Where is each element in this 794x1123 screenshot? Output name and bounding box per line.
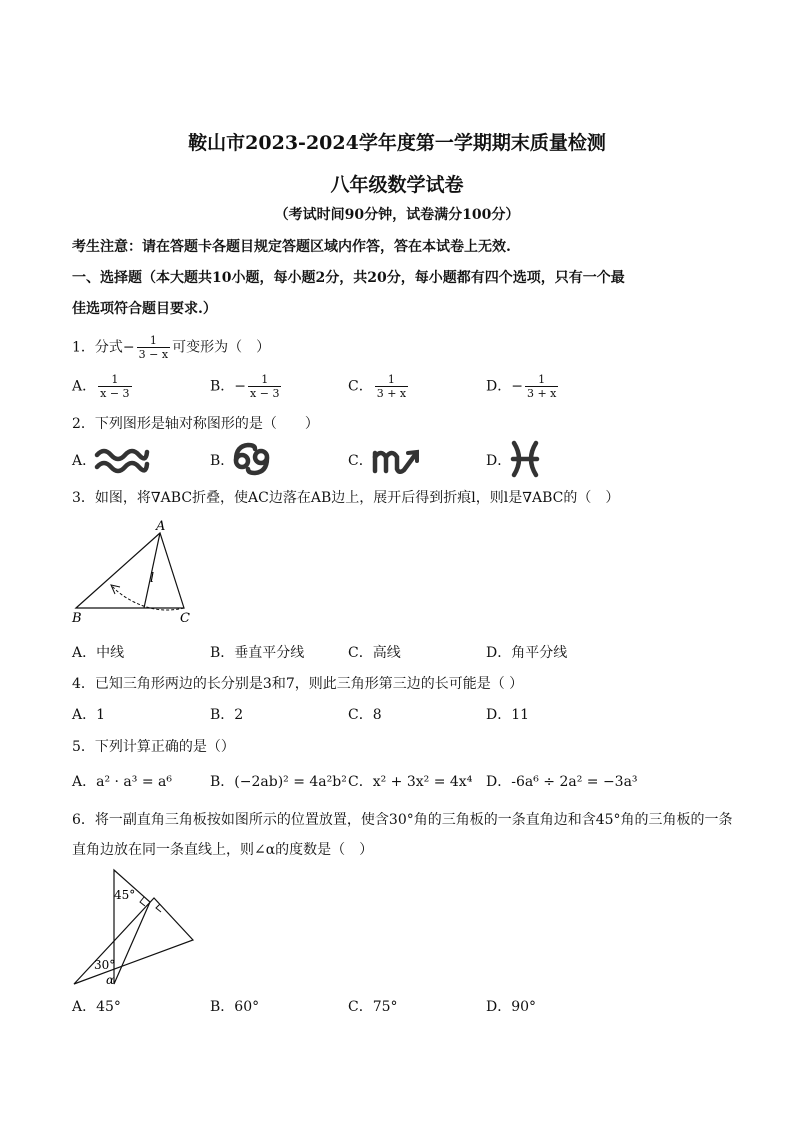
q6-option-b[interactable]: B．60° [210, 999, 260, 1015]
q6-option-a[interactable]: A．45° [72, 999, 121, 1015]
section-heading-line1: 一、选择题（本大题共10小题，每小题2分，共20分，每小题都有四个选项，只有一个最 [72, 270, 625, 286]
q6-label-45: 45° [114, 888, 136, 902]
question-5-stem: 5．下列计算正确的是（） [72, 739, 235, 755]
q3-option-a[interactable]: A．中线 [72, 645, 125, 661]
question-4-stem: 4．已知三角形两边的长分别是3和7，则此三角形第三边的长可能是（ ） [72, 676, 524, 692]
q2-option-c[interactable]: C． [348, 453, 373, 469]
exam-title: 鞍山市2023-2024学年度第一学期期末质量检测 [188, 132, 606, 154]
question-6-stem-line2: 直角边放在同一条直线上，则∠α的度数是（ ） [72, 842, 374, 858]
q1-option-c[interactable]: C． $\frac{1}{3 + x}$ [348, 373, 407, 400]
section-heading-line2: 佳选项符合题目要求.） [72, 301, 217, 317]
q6-option-c[interactable]: C．75° [348, 999, 398, 1015]
q1-prefix: 1．分式 [72, 339, 123, 356]
exam-time-info: （考试时间90分钟，试卷满分100分） [274, 207, 520, 223]
q3-label-l: l [150, 571, 155, 586]
question-6-stem-line1: 6．将一副直角三角板按如图所示的位置放置，使含30°角的三角板的一条直角边和含45°角的三角板的一条 [72, 812, 733, 828]
q1-fraction: $\frac{1}{3 - x}$ [138, 334, 169, 361]
question-1-stem [72, 334, 270, 361]
question-2-stem: 2．下列图形是轴对称图形的是（ ） [72, 416, 319, 432]
q1-suffix: 可变形为（ ） [172, 339, 271, 356]
q5-option-a[interactable]: A．a² · a³ = a⁶ [72, 774, 172, 790]
q6-set-squares-figure [68, 866, 202, 992]
q2-option-a[interactable]: A． [72, 453, 97, 469]
q1-option-d[interactable]: D．− $\frac{1}{3 + x}$ [486, 373, 557, 400]
q1-sign: − [122, 339, 135, 356]
q5-option-c[interactable]: C．x² + 3x² = 4x⁴ [348, 774, 473, 790]
q4-option-d[interactable]: D．11 [486, 707, 530, 723]
q2-option-d[interactable]: D． [486, 453, 512, 469]
scorpio-symbol-icon [371, 443, 427, 477]
q3-option-c[interactable]: C．高线 [348, 645, 401, 661]
question-3-stem: 3．如图，将∇ABC折叠，使AC边落在AB边上，展开后得到折痕l，则l是∇ABC的（ ） [72, 490, 620, 506]
aquarius-symbol-icon [94, 444, 150, 476]
q5-option-b[interactable]: B．(−2ab)² = 4a²b² [210, 774, 347, 790]
q6-option-d[interactable]: D．90° [486, 999, 537, 1015]
q6-label-alpha: α [106, 973, 115, 987]
q3-option-d[interactable]: D．角平分线 [486, 645, 568, 661]
exam-notice: 考生注意：请在答题卡各题目规定答题区域内作答，答在本试卷上无效. [72, 239, 511, 255]
q3-option-b[interactable]: B．垂直平分线 [210, 645, 305, 661]
exam-subtitle-grade: 八年级数学试卷 [330, 174, 464, 196]
q4-option-c[interactable]: C．8 [348, 707, 382, 723]
q3-triangle-figure [68, 518, 198, 630]
q2-option-b[interactable]: B． [210, 453, 235, 469]
q3-label-c: C [180, 611, 190, 626]
pisces-symbol-icon [508, 440, 542, 478]
q3-label-b: B [72, 611, 82, 626]
cancer-symbol-icon [233, 441, 273, 477]
q5-option-d[interactable]: D．-6a⁶ ÷ 2a² = −3a³ [486, 774, 638, 790]
q1-option-b[interactable]: B．− $\frac{1}{x - 3}$ [210, 373, 280, 400]
q4-option-b[interactable]: B．2 [210, 707, 244, 723]
q6-label-30: 30° [94, 958, 116, 972]
q3-label-a: A [156, 519, 166, 534]
q1-option-a[interactable]: A． $\frac{1}{x - 3}$ [72, 373, 130, 400]
q4-option-a[interactable]: A．1 [72, 707, 106, 723]
